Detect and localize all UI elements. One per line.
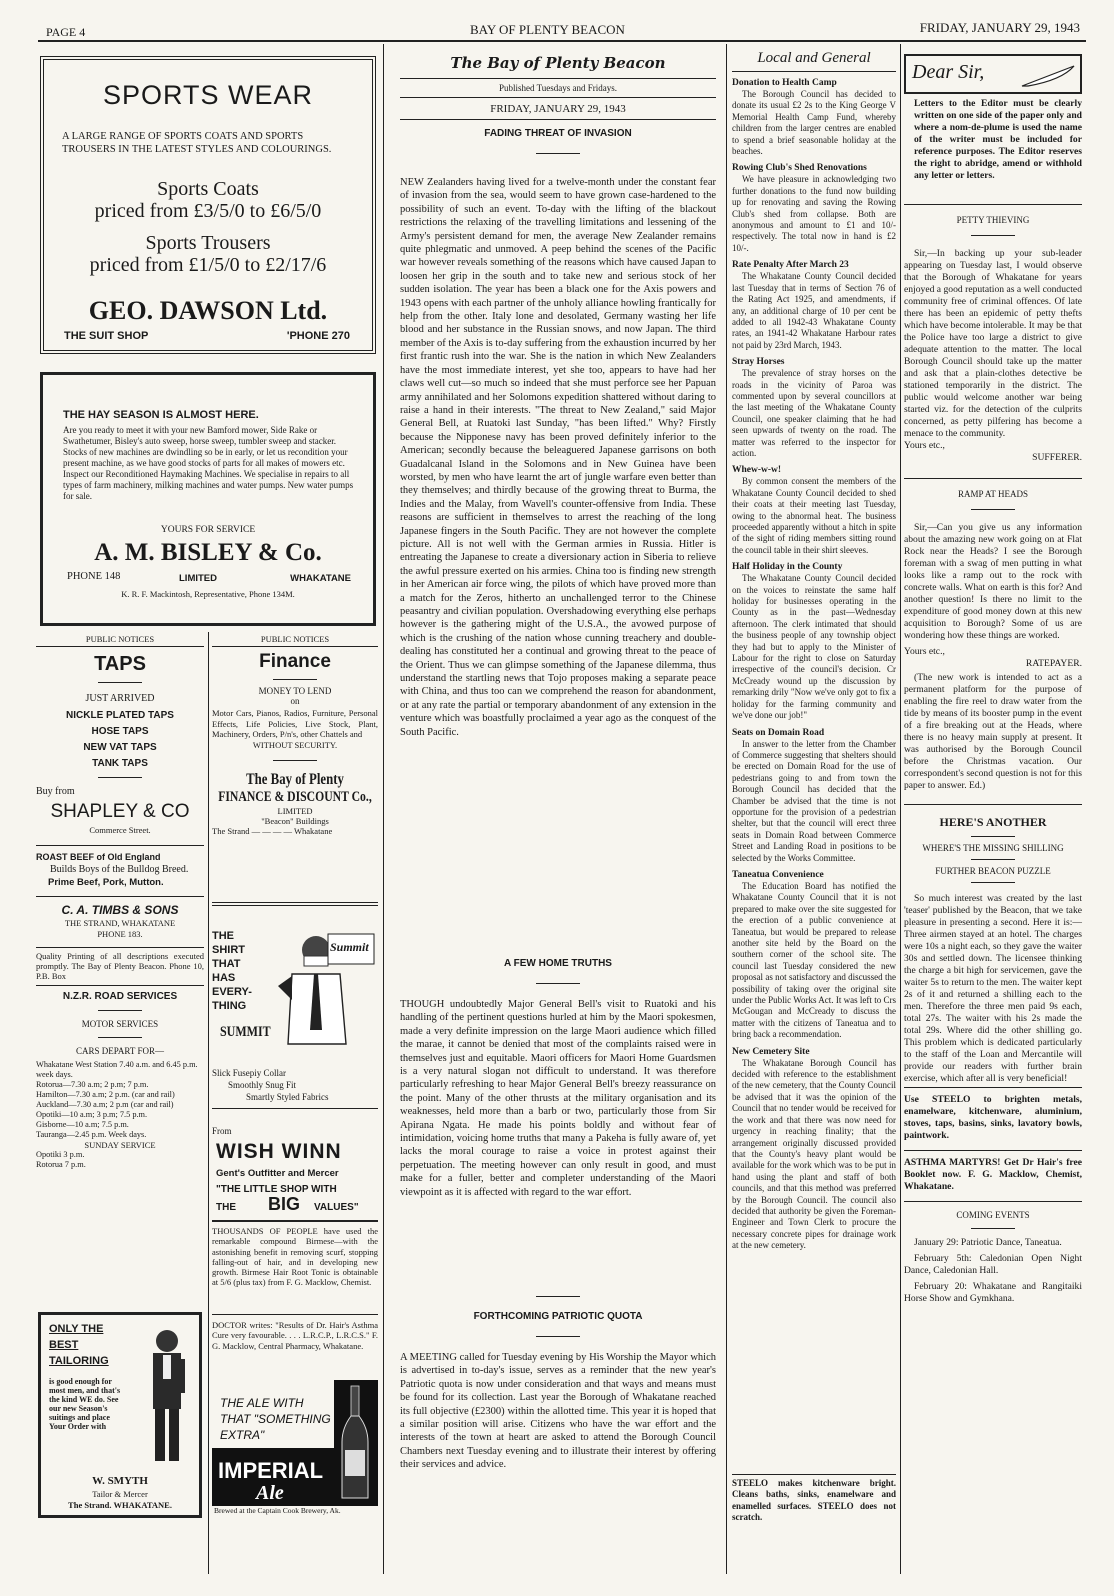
bisley-town: WHAKATANE [290,573,351,584]
ale-slogan: EXTRA" [220,1428,265,1442]
another-heading: HERE'S ANOTHER [939,815,1047,829]
on-label: on [290,696,300,706]
local-general-column [732,48,896,1524]
money-to-lend: MONEY TO LEND [258,686,332,696]
local-item-heading: Rowing Club's Shed Renovations [732,163,867,174]
local-item-heading: Half Holiday in the County [732,562,843,573]
finance-title: Finance [259,651,331,672]
editorial-date: FRIDAY, JANUARY 29, 1943 [490,103,626,115]
tap-item: NICKLE PLATED TAPS [66,710,174,721]
sunday-time: Opotiki 3 p.m. [36,1150,85,1159]
letter-signoff: Yours etc., [904,646,945,657]
ad-body: Are you ready to meet it with your new Bamford mower, Side Rake or Swathetumer, Bisley's auto sweep, horse sweep, tumbler sweep and stacker. Stocks of new machines are dwindling so be in early, or let us recondition your present machine, as we have good stocks of parts for all makes of mowers etc. Inspect our Reconditioned Haymaking Machines. We specialise in repairs to all types of farm machinery, milking machines and water pumps. New water pumps for sale. [63,425,354,501]
wish-winn-ad [212,1112,378,1214]
from-label: From [212,1126,232,1136]
published-line: Published Tuesdays and Fridays. [498,83,617,93]
letters-notice: Letters to the Editor must be clearly written on one side of the paper only and where a nom-de-plume is used the name of the writer must be included for reference purposes. The Editor reserves the right to abridge, amend or withhold any letter or letters. [914,98,1082,181]
local-item-body: The Whakatane County Council decided on the voices to reinstate the same half holiday for businesses operating in the County as in the past—Wednesday afternoon. The clerk intimated that should the business people of any township object they had but to apply to the Minister of Labour for the right to close on Saturday irrespective of the council's decision. Cr McCready wound up the discussion by remarking drily "Now we've only got to fix a holiday for the farming community and we've done our job!" [732,573,896,721]
column-rule [726,44,727,1574]
letter-signature: RATEPAYER. [1025,658,1082,669]
local-item-heading: New Cemetery Site [732,1046,810,1057]
local-item-body: The Whakatane County Council decided last Tuesday that in terms of Section 76 of the Rating Act 1925, and amendments, if any, an additional charge of 10 per cent be added to all 1942-43 Whakatane County rates, an 1941-42 Whakatane Harbour rates not paid by 23rd March, 1943. [732,271,896,350]
dawson-name: GEO. DAWSON Ltd. [88,296,328,325]
event-item: January 29: Patriotic Dance, Taneatua. [914,1237,1062,1248]
editorial-headline: FORTHCOMING PATRIOTIC QUOTA [473,1311,643,1322]
letter-signoff: Yours etc., [904,440,945,451]
local-item-body: The Education Board has notified the Whakatane County Council that it is not prepared to make over the site suggested for the erection of a public convenience at Taneatua, but would be prepared to release another site held by the Board on the southern corner of the school site. The council last Tuesday considered the new proposal as not satisfactory and discussed the possibility of taking over the original site under the Public Works Act. It was left to Crs McGougan and McCready to discuss the matter with the citizens of Taneatua and to bring back a recommendation. [732,880,896,1040]
summit-shirt-ad [212,902,378,1066]
local-item-body: The Whakatane Borough Council has decided with reference to the establishment of the new cemetery, that the County Council be advised that it was the opinion of the Council that no tender would be received for the work and that there was now need for urgency in reaching finality; that the arrangement originally discussed provided that the County's heavy plant would be available for the work which was to be put in hand using the plant and staff of both councils, and that this method was preferred by the Borough Council. The council also decided that authority be given the Foreman-Engineer and Town Clerk to procure the necessary concrete pipes for drainage work at the new cemetery. [732,1057,896,1251]
page-header [40,20,1080,40]
dear-sir-logo [904,54,1082,94]
wish-winn-big: BIG [268,1194,301,1214]
timbs-name: C. A. TIMBS & SONS [61,903,179,917]
editorial-headline: FADING THREAT OF INVASION [484,128,632,139]
ad-title: SPORTS WEAR [102,80,314,110]
shirt-line: EVERY- [212,986,252,998]
sunday-time: Rotorua 7 p.m. [36,1160,86,1169]
shirt-line: SHIRT [212,944,245,956]
masthead: The Bay of Plenty Beacon [450,54,666,72]
event-item: February 5th: Caledonian Open Night Dance, Caledonian Hall. [904,1253,1082,1276]
column-rule [383,44,384,1574]
finance-company: FINANCE & DISCOUNT Co., [218,788,372,805]
summit-brand: SUMMIT [220,1024,271,1040]
cars-depart: CARS DEPART FOR— [76,1046,164,1056]
dawson-phone: 'PHONE 270 [286,330,350,342]
ale-slogan: THE ALE WITH [220,1396,304,1410]
ale-slogan: THAT "SOMETHING [220,1412,331,1426]
steelo-ad: STEELO makes kitchenware bright. Cleans baths, sinks, enamelware and enamelled surfaces. STEELO does not scratch. [732,1478,896,1523]
trousers-line: Sports Trousers [145,232,271,254]
shirt-desc: Slick Fusepiy Collar [212,1068,286,1078]
service-time: Hamilton—7.30 a.m; 2 p.m. (car and rail) [36,1090,175,1099]
wish-winn-slogan: "THE LITTLE SHOP WITH [216,1184,337,1195]
ale-label: Ale [256,1482,284,1504]
smyth-trade: Tailor & Mercer [92,1489,148,1499]
bisley-name: A. M. BISLEY & Co. [94,539,322,566]
bisley-limited: LIMITED [179,573,217,584]
paper-name: BAY OF PLENTY BEACON [470,22,625,37]
event-item: February 20: Whakatane and Rangitaiki Horse Show and Gymkhana. [904,1281,1082,1304]
letter-body: Sir,—Can you give us any information about the amazing new work going on at Flat Rock near the Heads? I see the Borough foreman with a swag of men putting in what looks like a ramp out to the rock with concrete walls. What on earth is this for? And another question! Is there no limit to the expenditure of good money down at this new acquisition to Borough? Some of us are wondering how these things are worked. [904,522,1082,641]
service-time: Opotiki—10 a.m; 3 p.m; 7.5 p.m. [36,1110,148,1119]
letter-heading: PETTY THIEVING [956,215,1030,225]
finance-body: Motor Cars, Pianos, Radios, Furniture, Personal Effects, Life Policies, Live Stock, Plant, Machinery, Orders, P/n's, other Chattels and [212,708,378,739]
coats-line: Sports Coats [157,178,259,200]
shirt-desc: Smartly Styled Fabrics [246,1092,329,1102]
summit-logo: Summit [330,940,369,954]
wish-winn-name: WISH WINN [216,1140,342,1163]
bisley-phone: PHONE 148 [67,571,121,582]
tap-item: HOSE TAPS [91,726,149,737]
sports-wear-ad [40,56,376,354]
strand-address: The Strand — — — — Whakatane [212,825,333,836]
shirt-line: THING [212,1000,247,1012]
shapley-street: Commerce Street. [89,825,151,835]
local-item-body: In answer to the letter from the Chamber of Commerce suggesting that shelters should be erected on Domain Road for the use of pedestrians going to and from town the Borough Council has decided that the Chamber be advised that the time is not opportune for the provision of a pedestrian shelter, but that the council will erect three seats in Domain Road between Commerce Street and Landing Road in positions to be selected by the Works Committee. [732,738,896,863]
notices-heading: PUBLIC NOTICES [260,634,330,644]
header-rule [38,40,1086,42]
wish-winn-slogan: THE [216,1202,236,1213]
coats-price: priced from £3/5/0 to £6/5/0 [94,200,322,222]
timbs-address: THE STRAND, WHAKATANE [64,918,176,928]
tap-item: NEW VAT TAPS [83,742,157,753]
notices-left [36,632,204,1170]
timbs-phone: PHONE 183. [97,929,143,939]
suit-shop: THE SUIT SHOP [64,330,149,342]
editorial-headline: A FEW HOME TRUTHS [504,958,612,969]
column-rule [208,632,209,1574]
dear-sir-script: Dear Sir, [912,61,985,83]
brewery-line: Brewed at the Captain Cook Brewery, Ak. [212,1506,378,1518]
smyth-headline: BEST [49,1339,79,1351]
notices-right [212,632,378,836]
local-items [732,78,896,1472]
header-date: FRIDAY, JANUARY 29, 1943 [919,20,1080,35]
ad-title: THE HAY SEASON IS ALMOST HERE. [63,409,259,421]
service-time: Gisborne—10 a.m; 7.5 p.m. [36,1120,129,1129]
editorial-text: NEW Zealanders having lived for a twelve-month under the constant fear of invasion from the sea, would seem to have grown case-hardened to the possibility of such an event. To-day with the lifting of the blackout restrictions the relaxing of the travelling limitations and lessening of the Army's persistent demand for men, the average New Zealander remains quite phlegmatic and unmoved. A peep behind the scenes of the Pacific war however reveals something of the reasons which have caused Japan to loosen her grip in the south and to take new and serious stock of her sudden isolation. The year has been a black one for the Axis powers and 1943 opens with each partner of the unholy alliance howling frantically for help from the other. Italy lone and desolated, Germany wasting her life blood and her substance in the Russian snows, and now Japan. The third member of the Axis is to-day suffering from the exhaustion incurred by her first frantic rush into the war. She is the nation in which New Zealanders have the most immediate interest, yet she too, appears to have had her claws well cut—so much so indeed that she must perforce see her Papuan army annihilated and her Solomons expedition shattered without daring to raise a hand in their interests. "The threat to New Zealand," said Major General Bell, at Ruatoki last Sunday, "has been lifted." Why? Firstly because the Nipponese navy has been proved definitely inferior to the American; secondly because the beleaguered Japanese garrisons on both Guadalcanal Island in the Solomons and in New Guinea have been worsted, by men who have learnt the art of jungle warfare even better than they themselves; and thirdly because of the growing threat to Burma, the Indies and the Malay, from Wavell's counter-offensive from India. These reasons are sufficient in themselves to arrest the reaching of the long Japanese fingers in the South Pacific. They are not however the complete picture. All is not well with the German armies in Russia. Hitler is entreating the Japanese to create a diversionary action in Siberia to relieve the awful pressure exerted on his armies. China too is finding new strength in her American air force wing, the pilots of which have proved more than a match for the Zeros, hitherto an unchallenged terror to the Chinese peasantry and civilian population. Overshadowing everything else perhaps however is the gathering might of the U.S.A., the avowed purpose of which is the crushing of the nation whose cunning treachery and double-dealing has constituted her a continual and growing threat to the peace of the Orient. Thus we can glimpse something of the Japanese dilemma, thus understand the startling news that Tojo proposes making a separate peace with China, and thus too can we comprehend the reason for abandonment, or at any rate the partial or temporary abandonment of any extension in the venture which was boastfully proclaimed a year ago as the conquest of the South Pacific. [400,177,716,738]
puzzle-body: So much interest was created by the last 'teaser' published by the Beacon, that we take pleasure in presenting a second. Here it is:— Three airmen stayed at an hotel. The charges were 10s a night each, so they gave the waiter 30s and settled down. The licensee thinking the charge a bit high for servicemen, gave the waiter 5s to return to the men. The waiter kept 2s of it and returned a shilling each to the men. Therefore the three men paid 9s each, total 27s. The waiter with his 2s made the total 29s. Where did the other shilling go. This problem which is dedicated particularly to the staff of the Loan and Mercantile will provide our readers with further brain exercise, which after all is very beneficial! [904,893,1082,1084]
ad-intro: A LARGE RANGE OF SPORTS COATS AND SPORTS TROUSERS IN THE LATEST STYLES AND COLOURINGS. [62,131,332,155]
local-item-body: By common consent the members of the Whakatane County Council decided to shed their coats at their meeting last Tuesday, owing to the abnormal heat. The business proceeded apparently without a hitch in spite of the sight of riding members sitting round the council table in their shirt sleeves. [732,476,896,555]
beer-bottle-icon [336,1384,374,1502]
imperial-ale-ad [212,1380,378,1518]
editorial-text: A MEETING called for Tuesday evening by His Worship the Mayor which is advertised in to-day's issue, serves as a reminder that the new year's Patriotic quota is now under consideration and that ways and means must be found for its collection. Last year the Borough of Whakatane reached its full objective (£2300) within the allotted time. This year it is hoped that a similar position will arise. Citizens who have the war effort and the interests of the town at heart are asked to attend the Borough Council Chambers next Tuesday evening and to illustrate their interest by offering their services and advice. [400,1352,716,1471]
smyth-headline: TAILORING [49,1355,109,1367]
shirt-desc: Smoothly Snug Fit [228,1080,297,1090]
motor-services: MOTOR SERVICES [81,1019,159,1029]
local-item-body: The Borough Council has decided to donate its usual £2 2s to the King George V Memorial Health Camp Fund, whereby children from the larger centres are enabled to spend a brief seasonable holiday at the beaches. [732,89,896,157]
steelo-ad: Use STEELO to brighten metals, enamelware, kitchenware, aluminium, stoves, taps, basins, sinks, lavatory bowls, paintwork. [904,1094,1082,1141]
buy-from: Buy from [36,786,75,797]
letter-body: Sir,—In backing up your sub-leader appearing on Tuesday last, I would observe that the Borough of Whakatane for years enjoyed a good reputation as a well conducted community free of criminal offences. Of late there has been an epidemic of petty thefts which have become intolerable. It may be that the Police have too large a district to give adequate attention to the matter. The local Borough Council should take up the matter and ask that a plain-clothes detective be stationed temporarily in the district. The public would welcome another war being started viz. for the detection of the culprits concerned, as petty pilfering has become a menace to the community. [904,248,1082,439]
imperial-label: IMPERIAL [218,1458,324,1483]
shirt-line: THAT [212,958,241,970]
shapley-name: SHAPLEY & CO [50,801,190,822]
taps-title: TAPS [94,653,146,675]
roast-beef-title: ROAST BEEF of Old England [36,852,161,862]
smyth-tailor-ad [38,1312,202,1518]
local-item-heading: Taneatua Convenience [732,869,824,880]
tailor-figure-image [135,1319,197,1469]
roast-beef-line: Builds Boys of the Bulldog Breed. [50,864,189,875]
service-time: Tauranga—2.45 p.m. Week days. [36,1130,147,1139]
notices-heading: PUBLIC NOTICES [85,634,155,644]
smyth-body: is good enough for most men, and that's the kind WE do. See our new Season's suitings and place Your Order with [49,1377,121,1431]
doctor-ad: DOCTOR writes: "Results of Dr. Hair's Asthma Cure very favourable. . . . L.R.C.P., L.R.C.S." F. G. Macklow, Central Pharmacy, Whakatane. [212,1320,378,1351]
editorial-column [400,48,716,1511]
letter-signature: SUFFERER. [1032,452,1082,463]
events-heading: COMING EVENTS [956,1210,1030,1220]
hay-season-ad [40,372,376,626]
birmese-ad: THOUSANDS OF PEOPLE have used the remarkable compound Birmese—with the astonishing benefit in removing scurf, stopping falling-out of hair, and in developing new growth. Birmese Hair Root Tonic is obtainable at 5/6 (plus tax) from F. G. Macklow, Chemist. [212,1226,378,1288]
local-item-body: The prevalence of stray horses on the roads in the vicinity of Paroa was commented upon by several councillors at the last meeting of the Whakatane County Council, one speaker claiming that he had seen upwards of twenty on the road. The matter was referred to the inspector for action. [732,368,896,458]
tap-item: TANK TAPS [92,758,148,769]
another-sub: WHERE'S THE MISSING SHILLING [922,843,1064,853]
printing-notice: Quality Printing of all descriptions executed promptly. The Bay of Plenty Beacon. Phone 10, P.B. Box [36,951,204,981]
local-item-body: We have pleasure in acknowledging two further donations to the fund now building up for renovating and saving the Rowing Club's shed from collapse. Both are anonymous and amount to £1 and 10/- respectively. The total now in hand is £2 10/-. [732,174,896,253]
another-sub: FURTHER BEACON PUZZLE [935,866,1051,876]
shirt-line: THE [212,930,234,942]
beacon-buildings: "Beacon" Buildings [261,815,329,826]
without-security: WITHOUT SECURITY. [252,739,338,750]
nzr-title: N.Z.R. ROAD SERVICES [62,991,178,1002]
service-time: Auckland—7.30 a.m; 2 p.m (car and rail) [36,1100,174,1109]
letter-heading: RAMP AT HEADS [957,489,1029,499]
service-line: YOURS FOR SERVICE [160,525,256,535]
quill-pen-icon [1018,62,1078,90]
local-item-heading: Donation to Health Camp [732,78,837,88]
finance-limited: LIMITED [277,805,313,816]
smyth-name: W. SMYTH [92,1475,148,1487]
asthma-ad: ASTHMA MARTYRS! Get Dr Hair's free Booklet now. F. G. Macklow, Chemist, Whakatane. [904,1157,1082,1192]
wish-winn-slogan: VALUES" [314,1202,359,1213]
editorial-text: THOUGH undoubtedly Major General Bell's visit to Ruatoki and his handling of the pertinent questions hurled at him by the Maori spokesmen, made a very definite impression on the large Maori audience which filled the marae, it cannot be denied that most of the complaints raised were in themselves just and equitable. Maori officers for Maori Home Guardsmen is a very natural slogan not difficult to understand. It was therefore particularly refreshing to hear Major General Bell's breezy reassurance on the point. Many of the other thrusts at the military organisation and its weaknesses, held more than a barb or two, particularly those from Sir Apirana Ngata. He made his points boldly and without fear of intimidation, voicing home truths that many a Pakeha is fully aware of, yet lacks the moral courage to raise a voice in protest against their perpetuation. The meeting however can only result in good, and must make for a fuller, better and completer understanding of the Maori viewpoint as it is affected with regard to the war effort. [400,999,716,1198]
smyth-address: The Strand. WHAKATANE. [68,1500,172,1510]
just-arrived: JUST ARRIVED [85,693,155,704]
editor-note: (The new work is intended to act as a permanent platform for the purpose of enabling the fire reel to draw water from the tide by means of its booster pump in the event of a fire breaking out at the Heads, where there is no heavy main supply at present. It was authorised by the Borough Council before the Christmas vacation. Our correspondent's second question is not for this paper to answer. Ed.) [904,672,1082,791]
service-time: Rotorua—7.30 a.m; 2 p.m; 7 p.m. [36,1080,149,1089]
page-number: PAGE 4 [46,25,86,39]
local-item-heading: Seats on Domain Road [732,727,825,738]
letters-column [904,48,1082,1305]
shirt-line: HAS [212,972,236,984]
finance-company: The Bay of Plenty [246,770,344,788]
roast-beef-prime: Prime Beef, Pork, Mutton. [48,877,164,888]
sunday-service: SUNDAY SERVICE [84,1140,156,1150]
local-item-heading: Whew-w-w! [732,465,782,476]
wish-winn-trade: Gent's Outfitter and Mercer [216,1168,339,1179]
service-time: Whakatane West Station 7.40 a.m. and 6.45 p.m. week days. [36,1060,198,1079]
local-item-heading: Stray Horses [732,357,785,368]
local-title: Local and General [757,50,871,66]
trousers-price: priced from £1/5/0 to £2/17/6 [89,254,327,276]
smyth-headline: ONLY THE [49,1323,104,1335]
bisley-rep: K. R. F. Mackintosh, Representative, Phone 134M. [121,589,295,599]
column-rule [900,44,901,1574]
local-item-heading: Rate Penalty After March 23 [732,260,849,271]
